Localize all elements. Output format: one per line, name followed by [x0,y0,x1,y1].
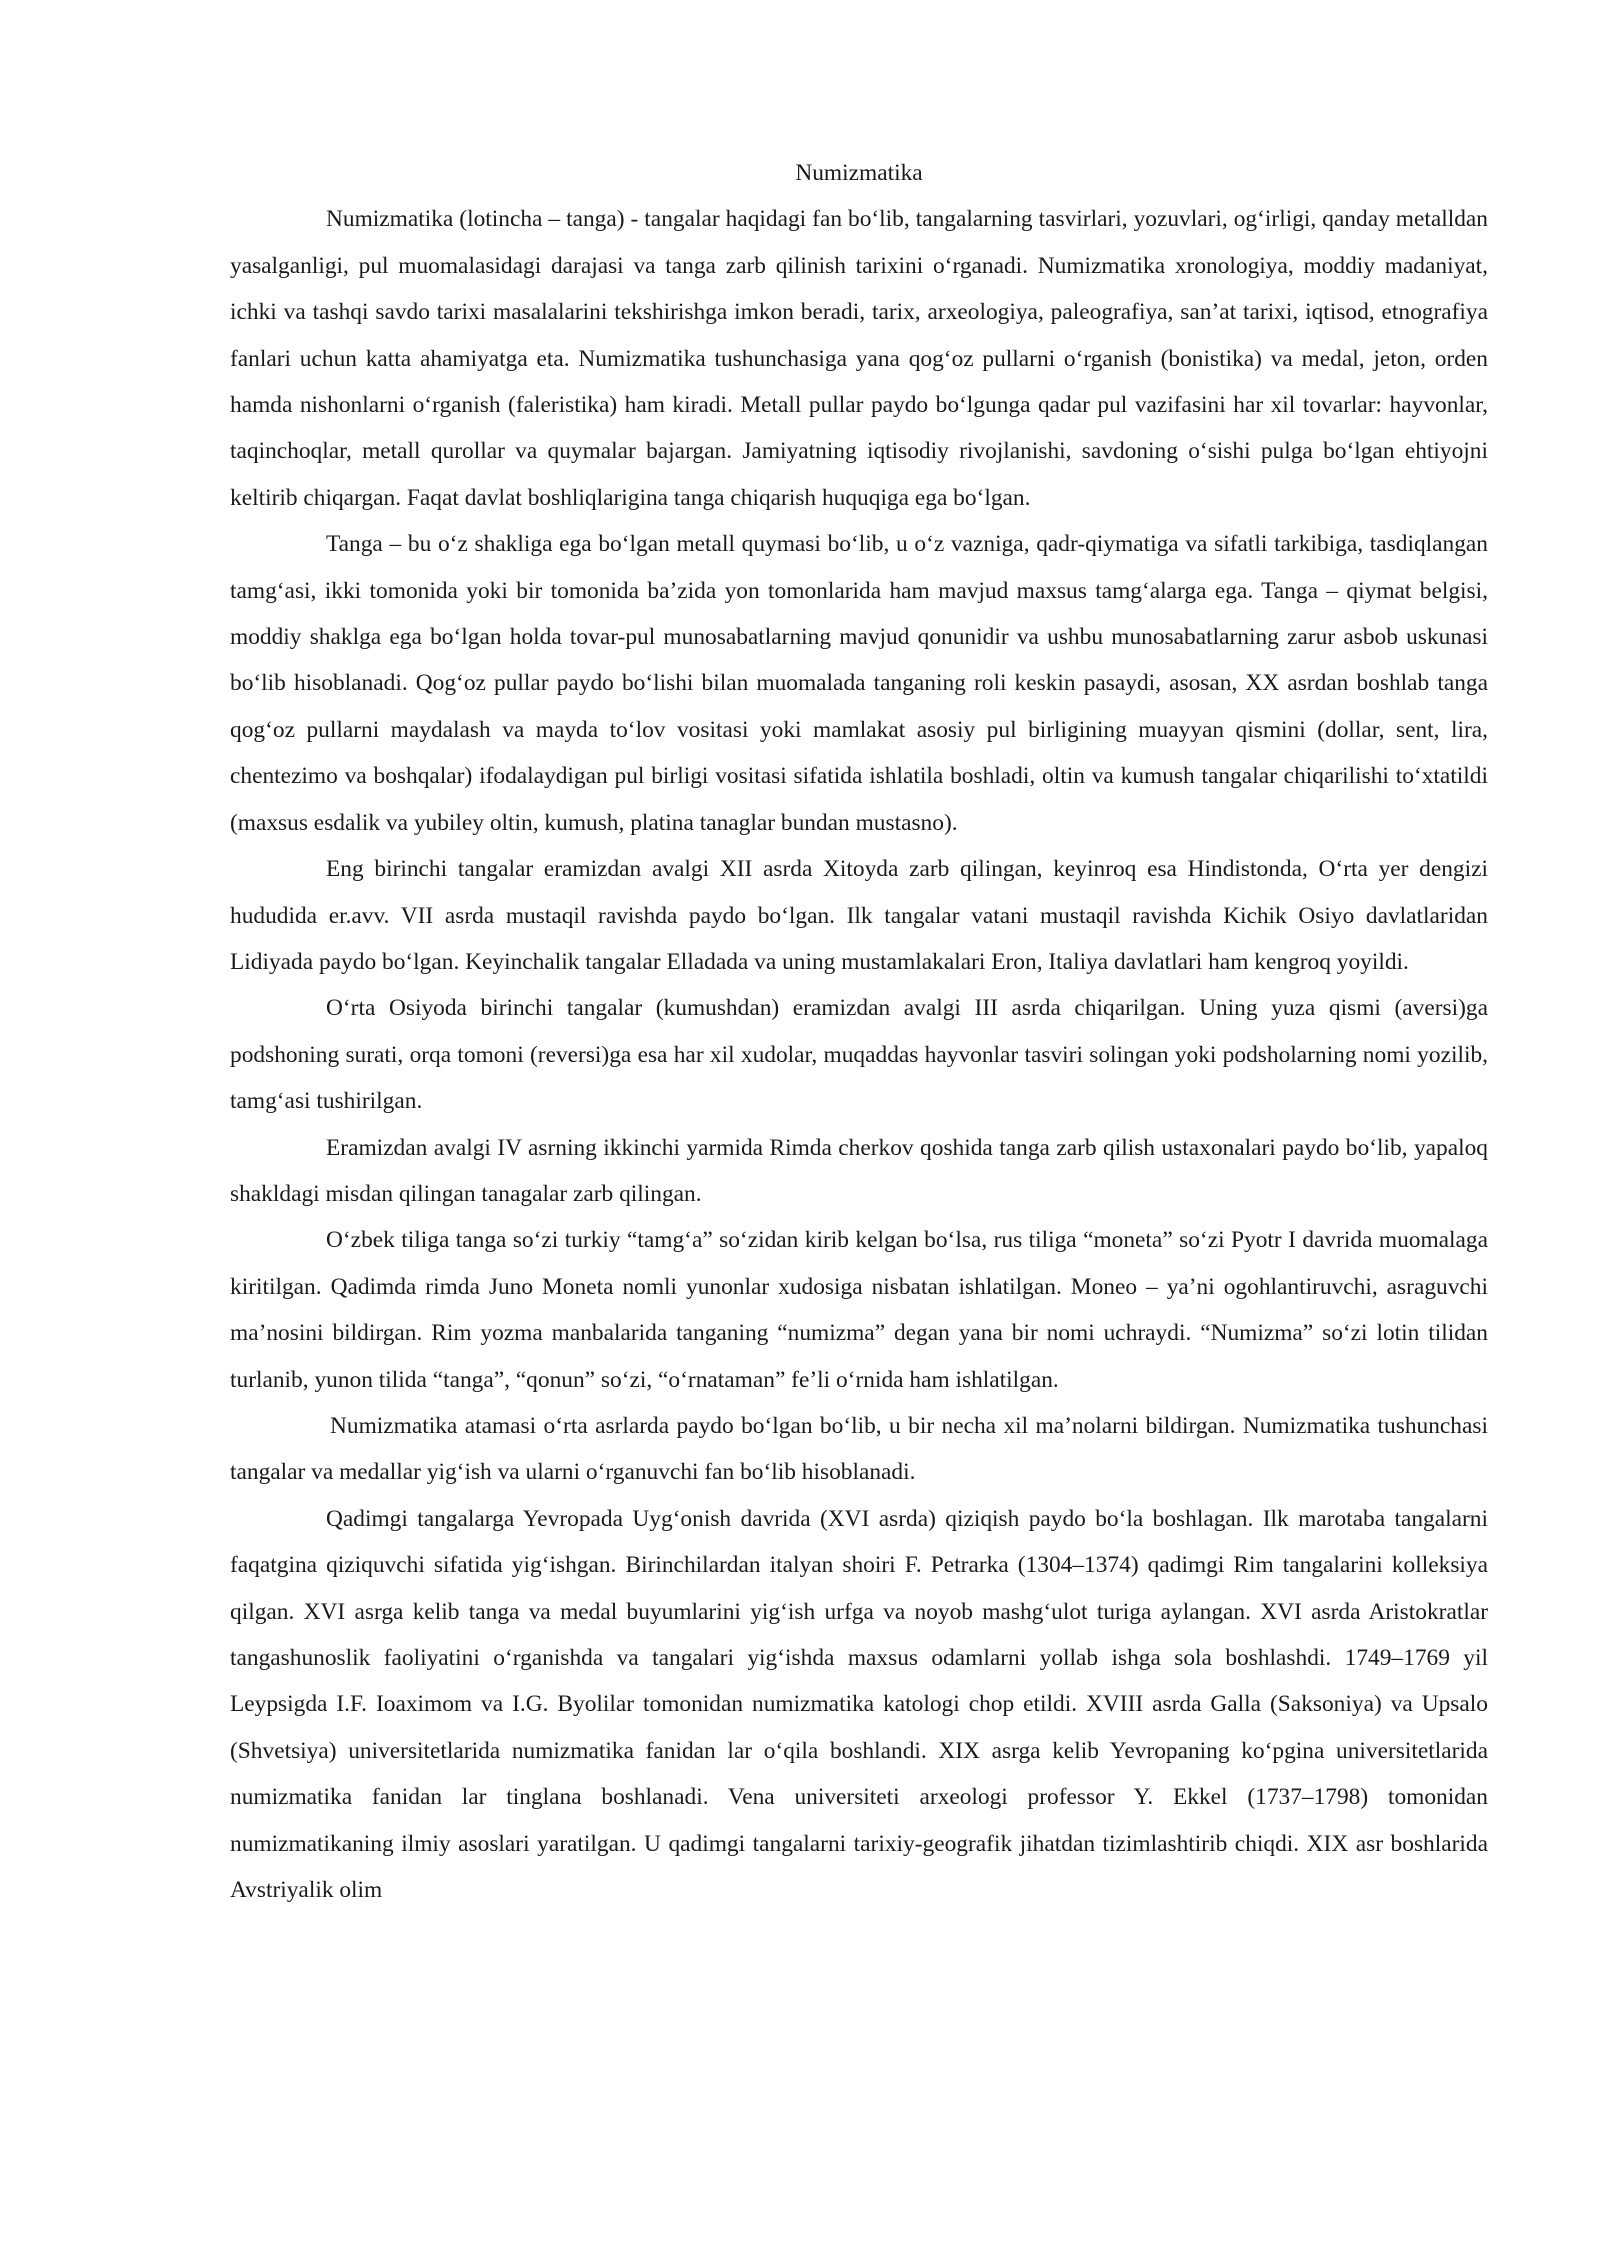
paragraph-central-asia-coins: O‘rta Osiyoda birinchi tangalar (kumushdan) eramizdan avalgi III asrda chiqarilgan. Uning yuza qismi (aversi)ga podshoning surati, orqa tomoni (reversi)ga esa har xil xudolar, muqaddas hayvonlar tasviri solingan yoki podsholarning nomi yozilib, tamg‘asi tushirilgan. [230,995,1488,1115]
paragraph-first-coins: Eng birinchi tangalar eramizdan avalgi XII asrda Xitoyda zarb qilingan, keyinroq esa Hindistonda, O‘rta yer dengizi hududida er.avv. VII asrda mustaqil ravishda paydo bo‘lgan. Ilk tangalar vatani mustaqil ravishda Kichik Osiyo davlatlaridan Lidiyada paydo bo‘lgan. Keyinchalik tangalar Elladada va uning mustamlakalari Eron, Italiya davlatlari ham kengroq yoyildi. [230,856,1488,975]
paragraph-numizmatika-definition: Numizmatika (lotincha – tanga) - tangalar haqidagi fan bo‘lib, tangalarning tasvirlari, yozuvlari, og‘irligi, qanday metalldan yasalganligi, pul muomalasidagi darajasi va tanga zarb qilinish tarixini o‘rganadi. Numizmatika xronologiya, moddiy madaniyat, ichki va tashqi savdo tarixi masalalarini tekshirishga imkon beradi, tarix, arxeologiya, paleografiya, san’at tarixi, iqtisod, etnografiya fanlari uchun katta ahamiyatga eta. Numizmatika tushunchasiga yana qog‘oz pullarni o‘rganish (bonistika) va medal, jeton, orden hamda nishonlarni o‘rganish (faleristika) ham kiradi. Metall pullar paydo bo‘lgunga qadar pul vazifasini har xil tovarlar: hayvonlar, taqinchoqlar, metall qurollar va quymalar bajargan. Jamiyatning iqtisodiy rivojlanishi, savdoning o‘sishi pulga bo‘lgan ehtiyojni keltirib chiqargan. Faqat davlat boshliqlarigina tanga chiqarish huquqiga ega bo‘lgan. [230,206,1488,511]
paragraph-tanga-definition: Tanga – bu o‘z shakliga ega bo‘lgan metall quymasi bo‘lib, u o‘z vazniga, qadr-qiymatiga va sifatli tarkibiga, tasdiqlangan tamg‘asi, ikki tomonida yoki bir tomonida ba’zida yon tomonlarida ham mavjud maxsus tamg‘alarga ega. Tanga – qiymat belgisi, moddiy shaklga ega bo‘lgan holda tovar-pul munosabatlarning mavjud qonunidir va ushbu munosabatlarning zarur asbob uskunasi bo‘lib hisoblanadi. Qog‘oz pullar paydo bo‘lishi bilan muomalada tanganing roli keskin pasaydi, asosan, XX asrdan boshlab tanga qog‘oz pullarni maydalash va mayda to‘lov vositasi yoki mamlakat asosiy pul birligining muayyan qismini (dollar, sent, lira, chentezimo va boshqalar) ifodalaydigan pul birligi vositasi sifatida ishlatila boshladi, oltin va kumush tangalar chiqarilishi to‘xtatildi (maxsus esdalik va yubiley oltin, kumush, platina tanaglar bundan mustasno). [230,531,1488,836]
paragraph-word-origin: O‘zbek tiliga tanga so‘zi turkiy “tamg‘a” so‘zidan kirib kelgan bo‘lsa, rus tiliga “moneta” so‘zi Pyotr I davrida muomalaga kiritilgan. Qadimda rimda Juno Moneta nomli yunonlar xudosiga nisbatan ishlatilgan. Moneo – ya’ni ogohlantiruvchi, asraguvchi ma’nosini bildirgan. Rim yozma manbalarida tanganing “numizma” degan yana bir nomi uchraydi. “Numizma” so‘zi lotin tilidan turlanib, yunon tilida “tanga”, “qonun” so‘zi, “o‘rnataman” fe’li o‘rnida ham ishlatilgan. [230,1227,1488,1393]
paragraph-term-numizmatika: Numizmatika atamasi o‘rta asrlarda paydo bo‘lgan bo‘lib, u bir necha xil ma’nolarni bildirgan. Numizmatika tushunchasi tangalar va medallar yig‘ish va ularni o‘rganuvchi fan bo‘lib hisoblanadi. [230,1412,1488,1486]
paragraph-europe-collecting: Qadimgi tangalarga Yevropada Uyg‘onish davrida (XVI asrda) qiziqish paydo bo‘la boshlagan. Ilk marotaba tangalarni faqatgina qiziquvchi sifatida yig‘ishgan. Birinchilardan italyan shoiri F. Petrarka (1304–1374) qadimgi Rim tangalarini kolleksiya qilgan. XVI asrga kelib tanga va medal buyumlarini yig‘ish urfga va noyob mashg‘ulot turiga aylangan. XVI asrda Aristokratlar tangashunoslik faoliyatini o‘rganishda va tangalari yig‘ishda maxsus odamlarni yollab ishga sola boshlashdi. 1749–1769 yil Leypsigda I.F. Ioaximom va I.G. Byolilar tomonidan numizmatika katologi chop etildi. XVIII asrda Galla (Saksoniya) va Upsalo (Shvetsiya) universitetlarida numizmatika fanidan lar o‘qila boshlandi. XIX asrga kelib Yevropaning ko‘pgina universitetlarida numizmatika fanidan lar tinglana boshlanadi. Vena universiteti arxeologi professor Y. Ekkel (1737–1798) tomonidan numizmatikaning ilmiy asoslari yaratilgan. U qadimgi tangalarni tarixiy-geografik jihatdan tizimlashtirib chiqdi. XIX asr boshlarida Avstriyalik olim [230,1505,1488,1904]
paragraph-rome-mints: Eramizdan avalgi IV asrning ikkinchi yarmida Rimda cherkov qoshida tanga zarb qilish ustaxonalari paydo bo‘lib, yapaloq shakldagi misdan qilingan tanagalar zarb qilingan. [230,1134,1488,1207]
document-body [230,150,1488,1913]
document-title: Numizmatika [795,160,923,186]
